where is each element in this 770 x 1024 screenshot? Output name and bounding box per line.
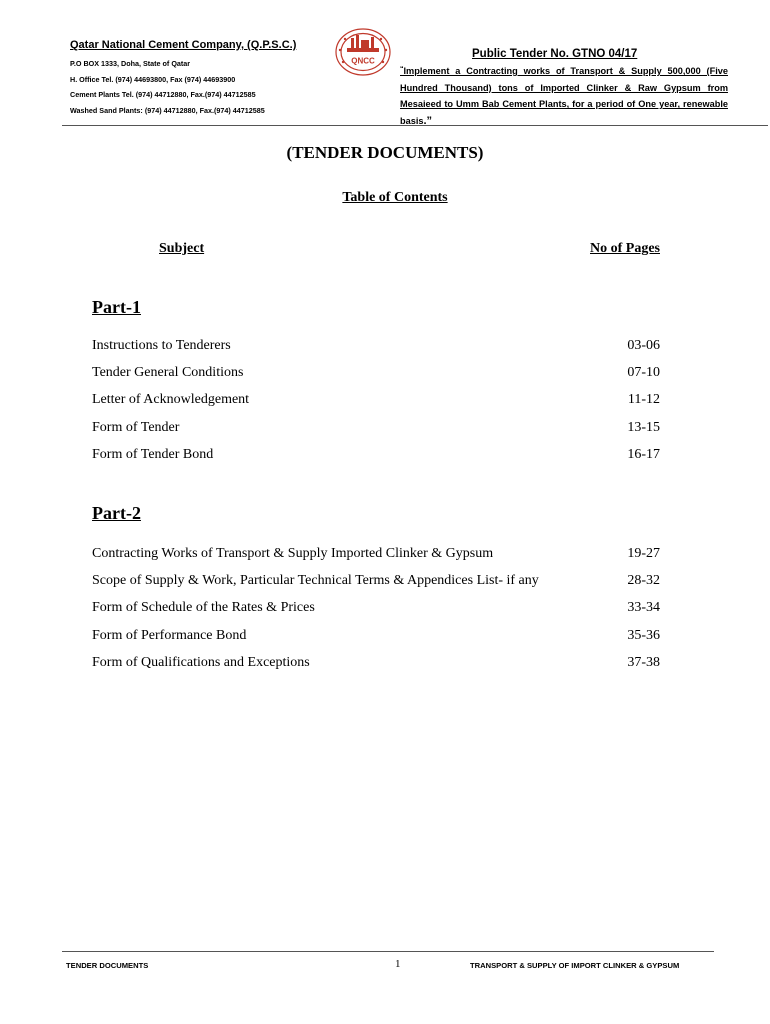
toc-pages: 16-17 (627, 446, 660, 462)
toc-pages: 07-10 (627, 365, 660, 381)
open-quote: “ (400, 66, 404, 73)
toc-subject: Form of Schedule of the Rates & Prices (92, 600, 315, 616)
toc-row (92, 364, 660, 391)
column-header-pages: No of Pages (590, 241, 660, 256)
toc-row (92, 337, 660, 364)
tender-number: Public Tender No. GTNO 04/17 (472, 48, 638, 60)
toc-subject: Form of Qualifications and Exceptions (92, 654, 310, 670)
toc-pages: 28-32 (627, 573, 660, 589)
company-cement-plants: Cement Plants Tel. (974) 44712880, Fax.(974) 44712585 (70, 90, 256, 99)
toc-row (92, 627, 660, 654)
toc-pages: 35-36 (627, 627, 660, 643)
column-header-subject: Subject (159, 241, 205, 256)
company-head-office: H. Office Tel. (974) 44693800, Fax (974) 44693900 (70, 74, 236, 84)
company-info (70, 38, 330, 118)
document-title: (TENDER DOCUMENTS) (286, 143, 484, 162)
toc-pages: 33-34 (627, 600, 660, 616)
toc-subject: Form of Tender Bond (92, 446, 214, 462)
company-washed-sand: Washed Sand Plants: (974) 44712880, Fax.(974) 44712585 (70, 105, 265, 115)
toc-row (92, 545, 660, 572)
toc-row (92, 419, 660, 446)
part-1-title: Part-1 (92, 297, 141, 317)
part-1-list (92, 337, 660, 473)
part-2-title: Part-2 (92, 503, 141, 523)
toc-pages: 19-27 (627, 546, 660, 561)
toc-row (92, 654, 660, 681)
company-address: P.O BOX 1333, Doha, State of Qatar (70, 59, 191, 68)
close-quote: .” (423, 114, 433, 127)
toc-pages: 03-06 (627, 338, 660, 353)
toc-pages: 37-38 (627, 654, 660, 670)
document-header (0, 0, 770, 130)
part-2-list (92, 545, 660, 681)
logo-text: QNCC (351, 56, 375, 66)
toc-subject: Form of Tender (92, 419, 180, 435)
toc-subject: Letter of Acknowledgement (92, 392, 250, 408)
header-divider (62, 125, 768, 126)
qncc-logo-icon (332, 26, 394, 78)
footer-divider (62, 951, 714, 952)
toc-pages: 11-12 (627, 392, 660, 408)
toc-subject: Tender General Conditions (92, 365, 244, 381)
toc-subject: Instructions to Tenderers (92, 338, 231, 353)
toc-subject: Form of Performance Bond (92, 627, 247, 643)
tender-info (400, 47, 728, 129)
footer-left-text: TENDER DOCUMENTS (66, 961, 149, 970)
tender-description-text: Implement a Contracting works of Transport & Supply 500,000 (Five Hundred Thousand) tons of Imported Clinker & Raw Gypsum from Mesaieed to Umm Bab Cement Plants, for a period of One year, renewable basis (400, 66, 728, 126)
tender-description (400, 62, 728, 129)
toc-row (92, 599, 660, 626)
footer-right-text: TRANSPORT & SUPPLY OF IMPORT CLINKER & GYPSUM (470, 961, 680, 970)
toc-row (92, 391, 660, 418)
company-name: Qatar National Cement Company, (Q.P.S.C.) (70, 39, 297, 51)
toc-title: Table of Contents (342, 190, 448, 205)
footer-page-number: 1 (395, 958, 401, 970)
toc-subject: Contracting Works of Transport & Supply Imported Clinker & Gypsum (92, 546, 494, 561)
toc-row (92, 446, 660, 473)
toc-subject: Scope of Supply & Work, Particular Technical Terms & Appendices List- if any (92, 573, 539, 589)
toc-row (92, 572, 660, 599)
toc-pages: 13-15 (627, 419, 660, 435)
